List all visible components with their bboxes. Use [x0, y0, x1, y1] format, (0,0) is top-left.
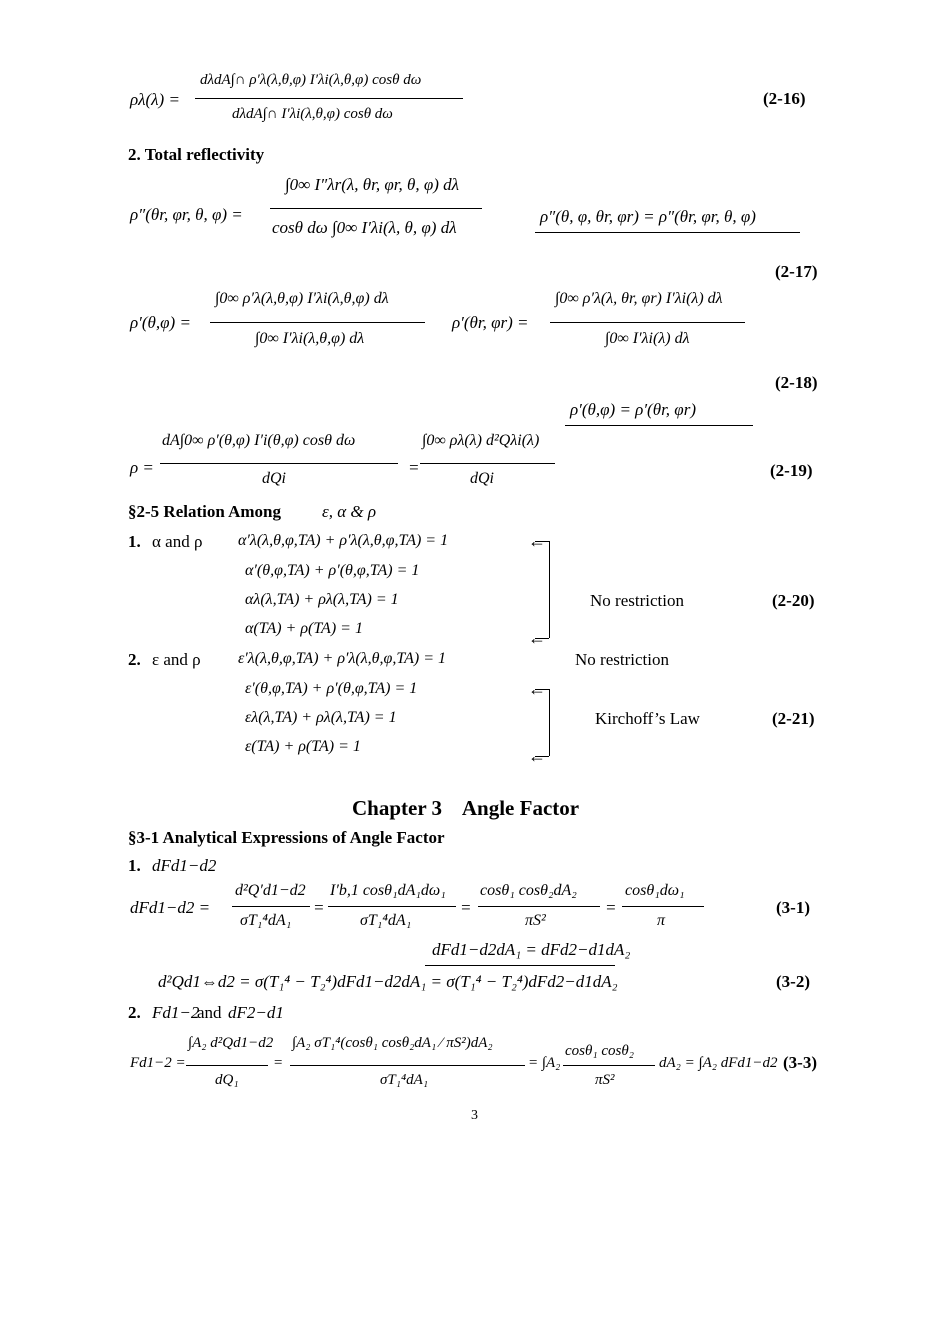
eq-2-21-line-1: ε′λ(λ,θ,φ,TA) + ρ′λ(λ,θ,φ,TA) = 1 — [238, 650, 446, 667]
eq-number-2-21: (2-21) — [772, 709, 815, 728]
eq-2-19-denominator-1: dQi — [262, 470, 286, 487]
heading-total-reflectivity: 2. Total reflectivity — [128, 145, 265, 164]
bracket-2-20 — [535, 541, 550, 638]
fraction-line — [270, 208, 482, 209]
eq-number-3-1: (3-1) — [776, 898, 810, 917]
eq-2-19-numerator-1: dA∫0∞ ρ′(θ,φ) I′i(θ,φ) cosθ dω — [162, 432, 356, 449]
item-2-number: 2. — [128, 650, 141, 669]
eq-2-17-lhs: ρ″(θr, φr, θ, φ) = — [130, 205, 243, 224]
fraction-line — [160, 463, 398, 464]
fraction-line — [550, 322, 745, 323]
eq-3-3-lhs: Fd1−2 = — [130, 1055, 186, 1071]
chapter-title: Chapter 3 Angle Factor — [352, 796, 580, 820]
item-2-label: ε and ρ — [152, 650, 201, 669]
equals-sign: = — [460, 898, 472, 917]
eq-2-16-denominator: dλdA∫∩ I′λi(λ,θ,φ) cosθ dω — [232, 106, 393, 122]
and-word: and — [197, 1003, 222, 1022]
section-2-5-title: §2-5 Relation Among — [128, 502, 281, 521]
item-3-2-number: 2. — [128, 1003, 141, 1022]
eq-2-17-denominator: cosθ dω ∫0∞ I′λi(λ, θ, φ) dλ — [272, 218, 457, 237]
eq-3-1-denominator-3: πS² — [525, 912, 546, 929]
eq-3-1-denominator-1: σT₁⁴dA₁ — [240, 912, 292, 929]
kirchoff-law-note: Kirchoff’s Law — [595, 709, 700, 728]
eq-2-19-denominator-2: dQi — [470, 470, 494, 487]
item-1-number: 1. — [128, 532, 141, 551]
eq-2-18b-denominator: ∫0∞ I′λi(λ) dλ — [605, 330, 690, 347]
eq-3-3-numerator-3: cosθ₁ cosθ₂ — [565, 1043, 634, 1059]
eq-3-3-numerator-1: ∫A₂ d²Qd1−d2 — [188, 1035, 274, 1051]
fraction-line — [622, 906, 704, 907]
underline-rule — [425, 965, 615, 966]
fraction-line — [478, 906, 600, 907]
eq-3-3-integral: = ∫A₂ — [528, 1055, 561, 1071]
eq-3-3-numerator-2: ∫A₂ σT₁⁴(cosθ₁ cosθ₂dA₁ ⁄ πS²)dA₂ — [292, 1035, 493, 1051]
eq-3-3-tail: dA₂ = ∫A₂ dFd1−d2 — [659, 1055, 778, 1071]
arrow-left-icon: ← — [528, 628, 546, 648]
equals-sign: = — [273, 1055, 284, 1071]
F-label-a: Fd1−2 — [152, 1003, 200, 1022]
F-label-b: dF2−d1 — [228, 1003, 284, 1022]
no-restriction-note-2: No restriction — [575, 650, 669, 669]
eq-2-20-line-4: α(TA) + ρ(TA) = 1 — [245, 620, 363, 637]
section-3-1-title: §3-1 Analytical Expressions of Angle Factor — [128, 828, 445, 847]
fraction-line — [232, 906, 310, 907]
fraction-line — [328, 906, 456, 907]
eq-2-20-line-2: α′(θ,φ,TA) + ρ′(θ,φ,TA) = 1 — [245, 562, 420, 579]
item-1-label: α and ρ — [152, 532, 203, 551]
eq-2-21-line-2: ε′(θ,φ,TA) + ρ′(θ,φ,TA) = 1 — [245, 680, 418, 697]
section-2-5-symbols: ε, α & ρ — [322, 502, 377, 521]
eq-2-16-lhs: ρλ(λ) = — [130, 90, 180, 109]
fraction-line — [186, 1065, 268, 1066]
eq-3-2: d²Qd1⇔d2 = σ(T₁⁴ − T₂⁴)dFd1−d2dA₁ = σ(T₁⁴ − T₂⁴)dFd2−d1dA₂ — [158, 972, 618, 991]
eq-2-17-numerator: ∫0∞ I″λr(λ, θr, φr, θ, φ) dλ — [285, 175, 460, 194]
eq-number-2-17: (2-17) — [775, 262, 818, 281]
eq-2-19-equals: = — [408, 458, 420, 477]
eq-3-1-reciprocity: dFd1−d2dA₁ = dFd2−d1dA₂ — [432, 940, 631, 959]
fraction-line — [290, 1065, 525, 1066]
eq-2-16-numerator: dλdA∫∩ ρ′λ(λ,θ,φ) I′λi(λ,θ,φ) cosθ dω — [200, 72, 422, 88]
equals-sign: = — [313, 898, 325, 917]
eq-3-1-denominator-4: π — [657, 912, 666, 929]
fraction-line — [210, 322, 425, 323]
dF-label: dFd1−d2 — [152, 856, 217, 875]
eq-3-1-numerator-1: d²Q′d1−d2 — [235, 882, 306, 899]
item-3-1-number: 1. — [128, 856, 141, 875]
eq-2-18-reciprocity: ρ′(θ,φ) = ρ′(θr, φr) — [570, 400, 696, 419]
eq-3-3-denominator-3: πS² — [595, 1072, 615, 1088]
underline-rule — [535, 232, 800, 233]
fraction-line — [563, 1065, 655, 1066]
eq-2-20-line-1: α′λ(λ,θ,φ,TA) + ρ′λ(λ,θ,φ,TA) = 1 — [238, 532, 449, 549]
eq-2-21-line-4: ε(TA) + ρ(TA) = 1 — [245, 738, 361, 755]
eq-2-18a-lhs: ρ′(θ,φ) = — [130, 313, 191, 332]
eq-3-1-denominator-2: σT₁⁴dA₁ — [360, 912, 412, 929]
fraction-line — [195, 98, 463, 99]
arrow-left-icon: ← — [528, 679, 546, 699]
eq-2-19-lhs: ρ = — [130, 458, 154, 477]
underline-rule — [565, 425, 753, 426]
eq-2-18a-numerator: ∫0∞ ρ′λ(λ,θ,φ) I′λi(λ,θ,φ) dλ — [215, 290, 389, 307]
eq-3-1-numerator-2: I′b,1 cosθ₁dA₁dω₁ — [330, 882, 446, 899]
eq-3-1-numerator-3: cosθ₁ cosθ₂dA₂ — [480, 882, 577, 899]
eq-3-3-denominator-2: σT₁⁴dA₁ — [380, 1072, 429, 1088]
eq-2-18b-numerator: ∫0∞ ρ′λ(λ, θr, φr) I′λi(λ) dλ — [555, 290, 723, 307]
eq-3-3-denominator-1: dQ₁ — [215, 1072, 239, 1088]
eq-2-19-numerator-2: ∫0∞ ρλ(λ) d²Qλi(λ) — [422, 432, 540, 449]
eq-number-3-2: (3-2) — [776, 972, 810, 991]
fraction-line — [420, 463, 555, 464]
equals-sign: = — [605, 898, 617, 917]
eq-number-2-16: (2-16) — [763, 89, 806, 108]
eq-2-18b-lhs: ρ′(θr, φr) = — [452, 313, 529, 332]
eq-number-2-20: (2-20) — [772, 591, 815, 610]
eq-2-17-reciprocity: ρ″(θ, φ, θr, φr) = ρ″(θr, φr, θ, φ) — [540, 207, 756, 226]
eq-3-1-numerator-4: cosθ₁dω₁ — [625, 882, 685, 899]
eq-number-2-18: (2-18) — [775, 373, 818, 392]
eq-2-20-line-3: αλ(λ,TA) + ρλ(λ,TA) = 1 — [245, 591, 399, 608]
eq-2-21-line-3: ελ(λ,TA) + ρλ(λ,TA) = 1 — [245, 709, 397, 726]
arrow-left-icon: ← — [528, 746, 546, 766]
eq-2-18a-denominator: ∫0∞ I′λi(λ,θ,φ) dλ — [255, 330, 365, 347]
arrow-left-icon: ← — [528, 531, 546, 551]
eq-3-1-lhs: dFd1−d2 = — [130, 898, 211, 917]
no-restriction-note-1: No restriction — [590, 591, 684, 610]
eq-number-2-19: (2-19) — [770, 461, 813, 480]
page-number: 3 — [471, 1108, 478, 1123]
eq-number-3-3: (3-3) — [783, 1053, 817, 1072]
